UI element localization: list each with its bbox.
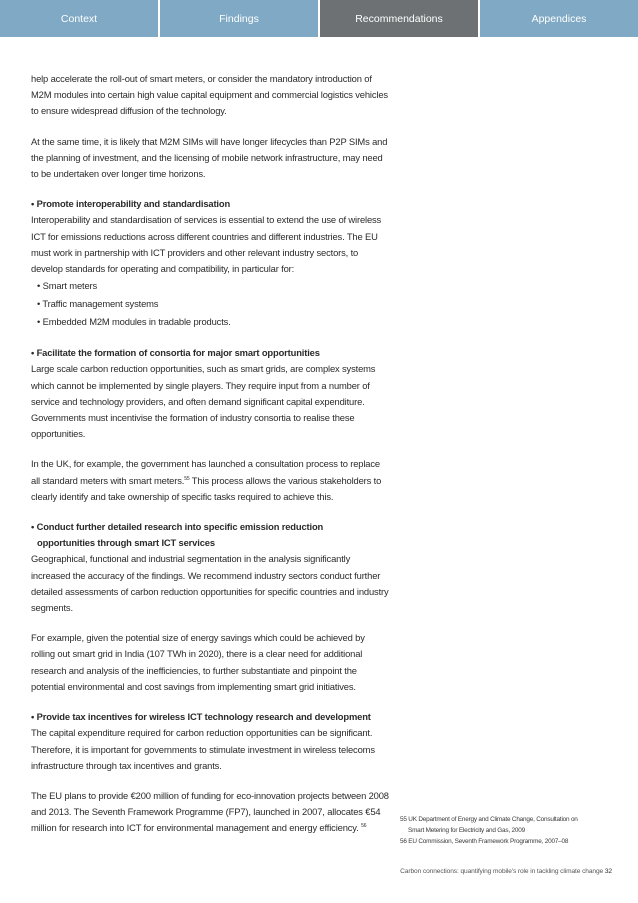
tab-findings[interactable]: Findings [160, 0, 320, 37]
footnote-ref-55: 55 [184, 475, 190, 482]
paragraph-interoperability: Interoperability and standardisation of services is essential to extend the use of wireless ICT for emissions reductions across different countries and different industries. The EU must work in partnership with ICT providers and other relevant industry sectors, to develop standards for operating and compatibility, in particular for: [31, 214, 382, 275]
footer-title: Carbon connections: quantifying mobile's role in tackling climate change [400, 868, 604, 875]
footnotes [400, 815, 625, 849]
paragraph-uk-example [31, 456, 391, 505]
footnote-55-line1: 55 UK Department of Energy and Climate Change, Consultation on [400, 816, 578, 823]
footnote-55-line2: Smart Metering for Electricity and Gas, 2009 [408, 826, 525, 834]
paragraph-segmentation: Geographical, functional and industrial segmentation in the analysis significantly increased the accuracy of the findings. We recommend industry sectors conduct further detailed assessments of carbon reduction opportunities for specific countries and industry segments. [31, 553, 389, 614]
heading-research-line1: • Conduct further detailed research into specific emission reduction [31, 521, 324, 533]
heading-consortia: • Facilitate the formation of consortia for major smart opportunities [31, 347, 320, 359]
standards-list [31, 277, 391, 331]
page-footer [400, 868, 612, 875]
uk-example-text: In the UK, for example, the government has launched a consultation process to replace all standard meters with smart meters. [31, 458, 380, 486]
heading-tax-incentives: • Provide tax incentives for wireless ICT technology research and development [31, 711, 371, 723]
main-content [31, 71, 391, 851]
heading-research [31, 519, 391, 551]
paragraph-m2m-modules: help accelerate the roll-out of smart meters, or consider the mandatory introduction of M2M modules into certain high value capital equipment and commercial logistics vehicles to ensure widespread diffusion of the technology. [31, 73, 388, 117]
list-item: • Smart meters [37, 280, 98, 292]
page-number: 32 [604, 868, 612, 875]
footnote-56: 56 EU Commission, Seventh Framework Programme, 2007–08 [400, 838, 569, 845]
tab-recommendations[interactable]: Recommendations [320, 0, 480, 37]
paragraph-india-example: For example, given the potential size of energy savings which could be achieved by rolling out smart grid in India (107 TWh in 2020), there is a clear need for additional research and analysis of the inefficiencies, to further substantiate and pinpoint the potential environmental and cost savings from implementing smart grid initiatives. [31, 632, 365, 692]
eu-funding-text: The EU plans to provide €200 million of funding for eco-innovation projects between 2008 and 2013. The Seventh Framework Programme (FP7), launched in 2007, allocates €54 million for research into ICT for environmental management and energy efficiency. [31, 789, 389, 834]
tab-appendices[interactable]: Appendices [480, 0, 638, 37]
tab-context[interactable]: Context [0, 0, 160, 37]
footnote-ref-56: 56 [361, 823, 367, 830]
heading-interoperability: • Promote interoperability and standardisation [31, 198, 231, 210]
footnote-55 [400, 815, 625, 836]
paragraph-consortia: Large scale carbon reduction opportunities, such as smart grids, are complex systems which cannot be implemented by single players. They require input from a number of service and technology providers, and often demand significant capital expenditure. Governments must incentivise the formation of industry consortia to realise these opportunities. [31, 363, 376, 440]
list-item: • Embedded M2M modules in tradable products. [37, 316, 231, 328]
uk-example-text-cont: This process allows the various stakeholders to clearly identify and take ownership of specific tasks required to achieve this. [31, 474, 382, 502]
paragraph-sim-lifecycles: At the same time, it is likely that M2M SIMs will have longer lifecycles than P2P SIMs and the planning of investment, and the licensing of mobile network infrastructure, may need to be undertaken over longer time horizons. [31, 135, 388, 180]
list-item: • Traffic management systems [37, 298, 159, 310]
heading-research-line2: opportunities through smart ICT services [37, 537, 215, 549]
paragraph-eu-funding [31, 788, 391, 837]
section-tabs [0, 0, 638, 37]
paragraph-tax-incentives: The capital expenditure required for carbon reduction opportunities can be significant. Therefore, it is important for governments to stimulate investment in wireless telecoms infrastructure through tax incentives and grants. [31, 727, 375, 771]
